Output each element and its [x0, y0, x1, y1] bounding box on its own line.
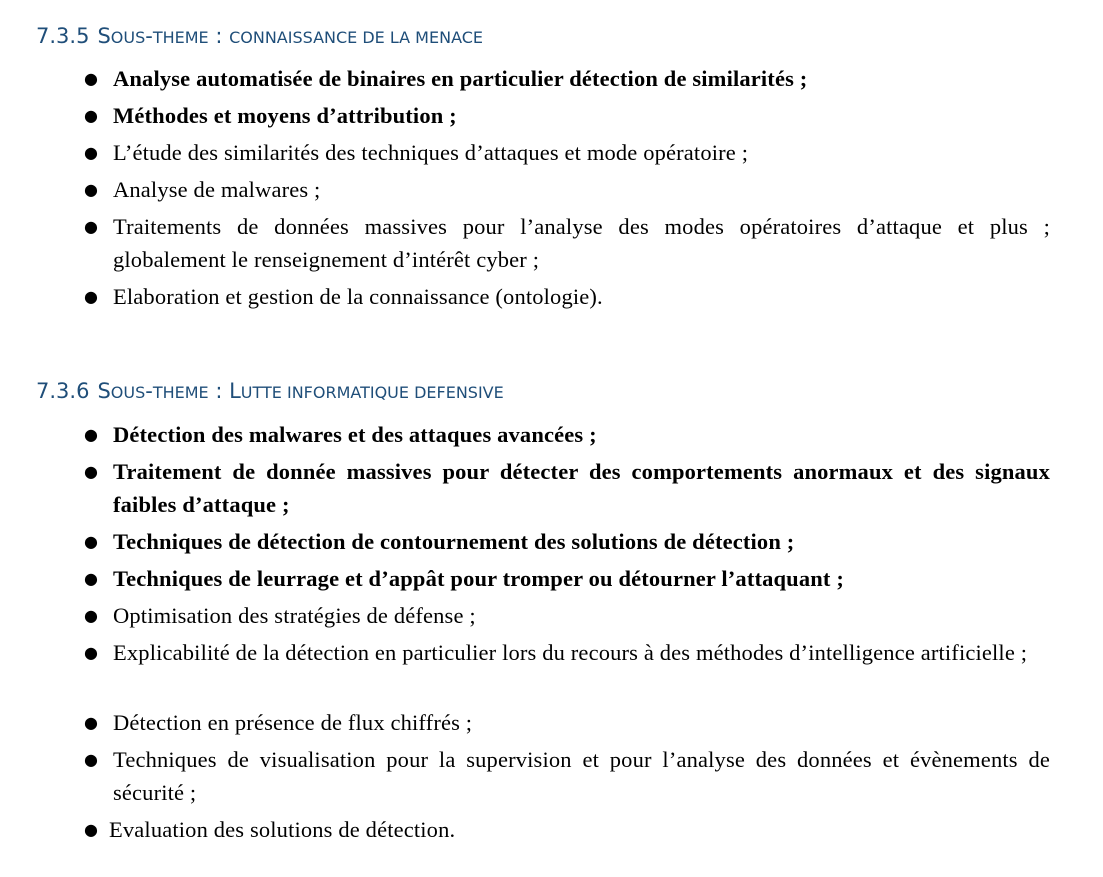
list-item-text: Analyse de malwares ; — [113, 177, 321, 202]
heading-part: CONNAISSANCE DE LA MENACE — [229, 28, 484, 47]
heading-part: S — [97, 379, 111, 403]
section-heading-7-3-5 — [36, 23, 483, 51]
list-item-text: L’étude des similarités des techniques d’attaques et mode opératoire ; — [113, 140, 749, 165]
list-item-text: Techniques de détection de contournement des solutions de détection ; — [113, 529, 795, 554]
list-item-text: Méthodes et moyens d’attribution ; — [113, 103, 457, 128]
list-item-text: Optimisation des stratégies de défense ; — [113, 603, 476, 628]
bullet-icon: ● — [84, 425, 98, 444]
bullet-icon: ● — [84, 69, 98, 88]
list-item-text: Evaluation des solutions de détection. — [109, 817, 456, 842]
list-item-text: Détection en présence de flux chiffrés ; — [113, 710, 473, 735]
heading-part: - — [145, 24, 153, 48]
heading-part: : — [208, 24, 230, 48]
list-item-text: Détection des malwares et des attaques avancées ; — [113, 422, 597, 447]
heading-part: THEME — [152, 383, 209, 402]
list-item-text: Traitement de donnée massives pour détecter des comportements anormaux et des signaux faibles d’attaque ; — [113, 459, 1050, 517]
heading-part: UTTE INFORMATIQUE DEFENSIVE — [240, 383, 504, 402]
bullet-icon: ● — [84, 750, 98, 769]
bullet-icon: ● — [84, 217, 98, 236]
heading-part: OUS — [110, 28, 146, 47]
section-heading-7-3-6 — [36, 378, 504, 406]
heading-part: : — [208, 379, 230, 403]
bullet-icon: ● — [84, 569, 98, 588]
heading-part: OUS — [110, 383, 146, 402]
list-item-text: Explicabilité de la détection en particulier lors du recours à des méthodes d’intelligence artificielle ; — [113, 640, 1028, 665]
bullet-icon: ● — [84, 606, 98, 625]
list-item-text: Elaboration et gestion de la connaissance (ontologie). — [113, 284, 603, 309]
bullet-icon: ● — [84, 462, 98, 481]
bullet-icon: ● — [84, 180, 98, 199]
heading-part: THEME — [152, 28, 209, 47]
bullet-icon: ● — [84, 106, 98, 125]
bullet-icon: ● — [84, 287, 98, 306]
bullet-icon: ● — [84, 820, 98, 839]
heading-part: L — [229, 379, 241, 403]
list-item-text: Traitements de données massives pour l’analyse des modes opératoires d’attaque et plus ; globalement le renseignement d’intérêt cyber ; — [113, 214, 1050, 272]
section-number: 7.3.6 — [36, 379, 90, 403]
heading-part: S — [97, 24, 111, 48]
heading-part: - — [145, 379, 153, 403]
list-item-text: Techniques de leurrage et d’appât pour tromper ou détourner l’attaquant ; — [113, 566, 844, 591]
bullet-icon: ● — [84, 713, 98, 732]
section-number: 7.3.5 — [36, 24, 90, 48]
bullet-icon: ● — [84, 532, 98, 551]
list-item-text: Analyse automatisée de binaires en particulier détection de similarités ; — [113, 66, 808, 91]
bullet-icon: ● — [84, 143, 98, 162]
list-item-text: Techniques de visualisation pour la supervision et pour l’analyse des données et évènements de sécurité ; — [113, 747, 1050, 805]
bullet-icon: ● — [84, 643, 98, 662]
